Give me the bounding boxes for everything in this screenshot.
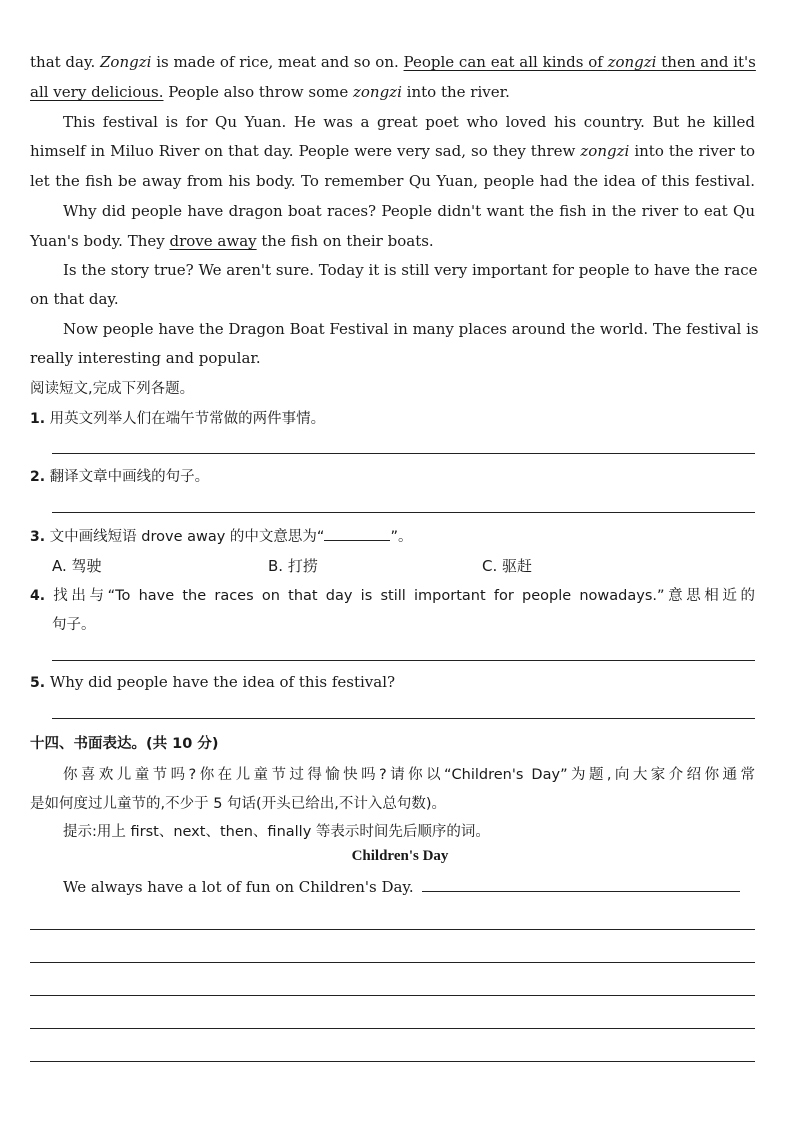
underlined-sentence: People can eat all kinds of zongzi then and it's xyxy=(403,53,756,71)
passage-line: all very delicious. People also throw some zongzi into the river. xyxy=(30,83,510,101)
passage-line: that day. Zongzi is made of rice, meat and so on. People can eat all kinds of zongzi then and it's xyxy=(30,53,756,71)
answer-line-1[interactable] xyxy=(52,453,755,454)
question-2: 2. 翻译文章中画线的句子。 xyxy=(30,469,210,485)
essay-opening: We always have a lot of fun on Children's Day. xyxy=(63,877,755,896)
writing-line[interactable] xyxy=(30,929,755,930)
writing-line[interactable] xyxy=(30,1028,755,1029)
passage-line: let the fish be away from his body. To remember Qu Yuan, people had the idea of this festival. xyxy=(30,172,755,190)
question-3: 3. 文中画线短语 drove away 的中文意思为“ ”。 xyxy=(30,529,413,545)
question-5: 5. Why did people have the idea of this festival? xyxy=(30,673,396,691)
passage-line: Now people have the Dragon Boat Festival in many places around the world. The festival is xyxy=(63,320,759,338)
passage-line: This festival is for Qu Yuan. He was a great poet who loved his country. But he killed xyxy=(63,113,755,131)
essay-prompt: 你喜欢儿童节吗?你在儿童节过得愉快吗?请你以“Children's Day”为题,向大家介绍你通常 xyxy=(63,767,755,783)
option-b[interactable]: B. 打捞 xyxy=(268,557,318,575)
writing-line[interactable] xyxy=(30,962,755,963)
writing-line[interactable] xyxy=(30,1061,755,1062)
answer-line-5[interactable] xyxy=(52,718,755,719)
passage-line: Is the story true? We aren't sure. Today it is still very important for people to have the race xyxy=(63,261,758,279)
question-4-cont: 句子。 xyxy=(52,617,96,633)
passage-line: himself in Miluo River on that day. People were very sad, so they threw zongzi into the river to xyxy=(30,142,756,160)
question-1: 1. 用英文列举人们在端午节常做的两件事情。 xyxy=(30,411,326,427)
passage-line: on that day. xyxy=(30,290,119,308)
underlined-sentence: all very delicious. xyxy=(30,83,164,101)
section-heading: 十四、书面表达。(共 10 分) xyxy=(30,736,219,752)
underlined-phrase: drove away xyxy=(169,232,257,250)
passage-line: Why did people have dragon boat races? People didn't want the fish in the river to eat Qu xyxy=(63,202,755,220)
instructions: 阅读短文,完成下列各题。 xyxy=(30,381,195,397)
question-4: 4. 找出与“To have the races on that day is still important for people nowadays.”意思相近的 xyxy=(30,588,756,604)
writing-line[interactable] xyxy=(422,877,740,892)
essay-title: Children's Day xyxy=(351,848,449,864)
passage-line: Yuan's body. They drove away the fish on their boats. xyxy=(30,232,434,250)
option-c[interactable]: C. 驱赶 xyxy=(482,557,533,575)
fill-blank[interactable] xyxy=(324,527,390,541)
answer-line-2[interactable] xyxy=(52,512,755,513)
essay-hint: 提示:用上 first、next、then、finally 等表示时间先后顺序的词。 xyxy=(63,824,490,840)
option-a[interactable]: A. 驾驶 xyxy=(52,557,102,575)
essay-prompt-cont: 是如何度过儿童节的,不少于 5 句话(开头已给出,不计入总句数)。 xyxy=(30,796,446,812)
answer-line-4[interactable] xyxy=(52,660,755,661)
passage-line: really interesting and popular. xyxy=(30,349,261,367)
writing-line[interactable] xyxy=(30,995,755,996)
zongzi-word: Zongzi xyxy=(100,53,152,71)
